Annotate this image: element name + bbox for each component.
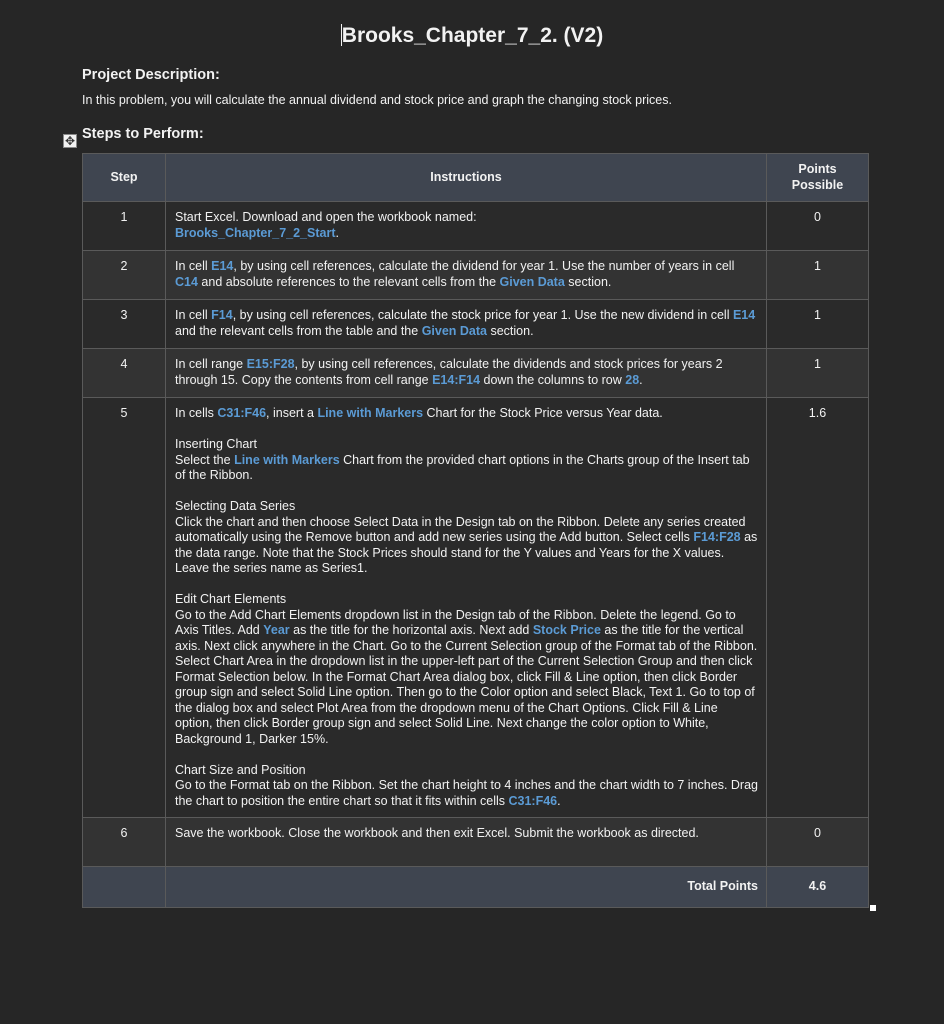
step-points: 0	[767, 818, 869, 867]
document-title: Brooks_Chapter_7_2. (V2)	[341, 24, 604, 47]
step-points: 1	[767, 251, 869, 300]
subsection-title: Edit Chart Elements	[175, 592, 287, 606]
step-instructions: Start Excel. Download and open the workbook named: Brooks_Chapter_7_2_Start.	[166, 202, 767, 251]
section-ref: Given Data	[499, 274, 565, 289]
header-points-line1: Points	[798, 162, 837, 176]
table-row	[83, 818, 869, 867]
cell-ref: F14:F28	[693, 530, 741, 544]
subsection-title: Chart Size and Position	[175, 762, 306, 777]
subsection-title: Selecting Data Series	[175, 499, 296, 513]
cell-ref: F14	[211, 308, 233, 322]
step-number: 2	[83, 251, 166, 300]
total-value: 4.6	[767, 867, 869, 908]
step-points: 1	[767, 300, 869, 349]
total-label: Total Points	[166, 867, 767, 908]
step-points: 1	[767, 349, 869, 398]
total-row	[83, 867, 869, 908]
header-instructions: Instructions	[166, 154, 767, 202]
cell-ref: C31:F46	[217, 406, 267, 420]
step-instructions: In cell range E15:F28, by using cell references, calculate the dividends and stock prices for years 2 through 15. Copy the contents from cell range E14:F14 down the columns to row 28.	[166, 349, 767, 398]
row-ref: 28	[625, 372, 640, 387]
table-row	[83, 251, 869, 300]
table-row	[83, 349, 869, 398]
total-empty-cell	[83, 867, 166, 908]
steps-heading: Steps to Perform:	[82, 126, 204, 142]
header-points-line2: Possible	[791, 177, 844, 192]
cell-ref: E14	[211, 259, 234, 273]
step-instructions: Save the workbook. Close the workbook and then exit Excel. Submit the workbook as directed.	[166, 818, 767, 867]
step-instructions: In cell F14, by using cell references, calculate the stock price for year 1. Use the new dividend in cell E14 and the relevant cells from the table and the Given Data section.	[166, 300, 767, 349]
table-row	[83, 300, 869, 349]
step-instructions: In cells C31:F46, insert a Line with Markers Chart for the Stock Price versus Year data. Inserting Chart Select the Line with Markers Chart from the provided chart options in the Charts group of the Insert tab of the Ribbon. Selecting Data Series Click the chart and then choose Select Data in the Design tab on the Ribbon. Delete any series created automatically using the Remove button and add new series using the Add button. Select cells F14:F28 as the data range. Note that the Stock Prices should stand for the Y values and Years for the X values. Leave the series name as Series1. Edit Chart Elements Go to the Add Chart Elements dropdown list in the Design tab of the Ribbon. Delete the legend. Go to Axis Titles. Add Year as the title for the horizontal axis. Next add Stock Price as the title for the vertical axis. Next click anywhere in the Chart. Go to the Current Selection group of the Format tab of the Ribbon. Select Chart Area in the dropdown list in the upper-left part of the Current Selection Group and then click Format Selection below. In the Format Chart Area dialog box, click Fill & Line option, then click Border group sign and select Solid Line option. Then go to the Color option and select Black, Text 1. Go to top of the dialog box and select Plot Area from the dropdown menu of the Chart Options. Click Fill & Line option, then click Border group sign and select Solid Line. Next change the color option to White, Background 1, Darker 15%. Chart Size and Position Go to the Format tab on the Ribbon. Set the chart height to 4 inches and the chart width to 7 inches. Drag the chart to position the entire chart so that it fits within cells C31:F46.	[166, 398, 767, 818]
cell-ref: E14:F14	[432, 372, 481, 387]
chart-type-ref: Line with Markers	[234, 452, 340, 467]
step-number: 6	[83, 818, 166, 867]
step-points: 0	[767, 202, 869, 251]
step-number: 5	[83, 398, 166, 818]
axis-title-ref: Year	[263, 623, 290, 637]
cell-ref: C31:F46	[508, 793, 558, 808]
resize-handle[interactable]	[870, 905, 876, 911]
axis-title-ref: Stock Price	[532, 623, 601, 637]
move-icon[interactable]: ✥	[64, 134, 76, 148]
file-name: Brooks_Chapter_7_2_Start	[175, 225, 336, 240]
steps-table	[82, 153, 869, 908]
cell-ref: E15:F28	[246, 357, 295, 371]
table-row	[83, 398, 869, 818]
table-row	[83, 202, 869, 251]
header-points	[767, 154, 869, 202]
section-ref: Given Data	[421, 323, 487, 338]
step-points: 1.6	[767, 398, 869, 818]
cell-ref: C14	[175, 274, 198, 289]
project-description-heading: Project Description:	[82, 67, 220, 83]
header-step: Step	[83, 154, 166, 202]
step-instructions: In cell E14, by using cell references, calculate the dividend for year 1. Use the number of years in cell C14 and absolute references to the relevant cells from the Given Data section.	[166, 251, 767, 300]
cell-ref: E14	[732, 308, 756, 322]
table-header-row	[83, 154, 869, 202]
step-number: 1	[83, 202, 166, 251]
subsection-title: Inserting Chart	[175, 437, 257, 451]
step-number: 4	[83, 349, 166, 398]
chart-type-ref: Line with Markers	[317, 406, 424, 420]
project-description-text: In this problem, you will calculate the annual dividend and stock price and graph the changing stock prices.	[82, 93, 672, 107]
step-number: 3	[83, 300, 166, 349]
